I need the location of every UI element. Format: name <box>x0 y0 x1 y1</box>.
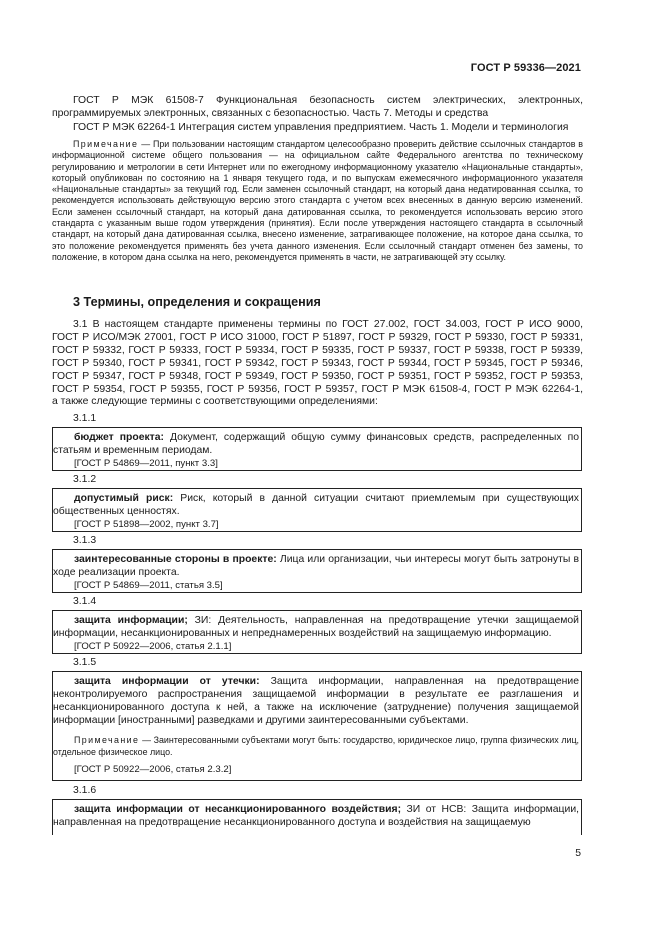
term-name: заинтересованные стороны в проекте: <box>74 554 277 565</box>
note-label: Примечание <box>73 139 139 149</box>
references-note <box>52 139 583 263</box>
term-name: бюджет проекта: <box>74 432 165 443</box>
intro-line: ГОСТ Р 59332, ГОСТ Р 59333, ГОСТ Р 59334, ГОСТ Р 59335, ГОСТ Р 59337, ГОСТ Р 59338, ГОСТ Р 59339, <box>52 344 583 356</box>
term-definition <box>53 675 579 727</box>
term-name: защита информации от утечки: <box>74 676 260 687</box>
term-name: допустимый риск: <box>74 493 174 504</box>
term-box <box>52 427 582 471</box>
reference-61508-7: ГОСТ Р МЭК 61508-7 Функциональная безопасность систем электрических, электронных, программируемых электронных, связанных с безопасностью. Часть 7. Методы и средства <box>52 95 583 119</box>
term-definition <box>53 803 579 829</box>
note-label: Примечание <box>74 735 140 745</box>
term-text: Риск, который в данной ситуации считают приемлемым при существующих общественных ценностях. <box>53 493 579 517</box>
intro-line: ГОСТ Р 59354, ГОСТ Р 59355, ГОСТ Р 59356, ГОСТ Р 59357, ГОСТ Р МЭК 61508-4, ГОСТ Р МЭК 62264-1, <box>52 383 583 395</box>
document-code: ГОСТ Р 59336—2021 <box>470 62 581 74</box>
intro-line: ГОСТ Р 59347, ГОСТ Р 59348, ГОСТ Р 59349, ГОСТ Р 59350, ГОСТ Р 59351, ГОСТ Р 59352, ГОСТ Р 59353, <box>52 370 583 382</box>
page-number: 5 <box>575 848 581 859</box>
term-text: ЗИ: Деятельность, направленная на предотвращение утечки защищаемой информации, несанкционированных и непреднамеренных воздействий на защищаемую информацию. <box>53 615 579 639</box>
terms-intro <box>52 319 583 409</box>
term-definition <box>53 614 579 640</box>
term-note <box>53 734 579 758</box>
term-definition <box>53 553 579 579</box>
intro-line: ГОСТ Р 59340, ГОСТ Р 59341, ГОСТ Р 59342, ГОСТ Р 59343, ГОСТ Р 59344, ГОСТ Р 59345, ГОСТ Р 59346, <box>52 357 583 369</box>
note-text: — При пользовании настоящим стандартом целесообразно проверить действие ссылочных стандартов в информационной системе общего пользования — на официальном сайте Федерального агентства по техническому регулированию и метрологии в сети Интернет или по ежегодному информационному указателю «Национальные стандарты», который опубликован по состоянию на 1 января текущего года, и по выпускам ежемесячного информационного указателя «Национальные стандарты» за текущий год. Если заменен ссылочный стандарт, на который дана недатированная ссылка, то рекомендуется использовать действующую версию этого стандарта с учетом всех внесенных в данную версию изменений. Если заменен ссылочный стандарт, на который дана датированная ссылка, то рекомендуется использовать версию этого стандарта с указанным выше годом утверждения (принятия). Если после утверждения настоящего стандарта в ссылочный стандарт, на который дана датированная ссылка, внесено изменение, затрагивающее положение, на которое дана ссылка, то это положение рекомендуется применять без учета данного изменения. Если ссылочный стандарт отменен без замены, то положение, в котором дана ссылка на него, рекомендуется применять в части, не затрагивающей эту ссылку. <box>52 139 584 262</box>
term-source: [ГОСТ Р 50922—2006, статья 2.3.2] <box>74 764 232 775</box>
term-number: 3.1.2 <box>73 474 97 485</box>
term-definition <box>53 492 579 518</box>
term-text: ЗИ от НСВ: Защита информации, направленная на предотвращение несанкционированного доступа и воздействия на защищаемую <box>53 804 580 828</box>
term-source: [ГОСТ Р 54869—2011, статья 3.5] <box>74 580 223 591</box>
term-number: 3.1.6 <box>73 785 97 796</box>
term-source: [ГОСТ Р 54869—2011, пункт 3.3] <box>74 458 218 469</box>
reference-62264-1: ГОСТ Р МЭК 62264-1 Интеграция систем управления предприятием. Часть 1. Модели и терминология <box>73 122 569 133</box>
term-text: Лица или организации, чьи интересы могут быть затронуты в ходе реализации проекта. <box>53 554 580 578</box>
term-box <box>52 549 582 593</box>
term-number: 3.1.3 <box>73 535 97 546</box>
term-box <box>52 799 582 835</box>
term-number: 3.1.4 <box>73 596 97 607</box>
note-text: — Заинтересованными субъектами могут быть: государство, юридическое лицо, группа физических лиц, отдельное физическое лицо. <box>53 735 580 757</box>
term-definition <box>53 431 579 457</box>
term-name: защита информации; <box>74 615 188 626</box>
section-title: 3 Термины, определения и сокращения <box>73 295 321 309</box>
term-source: [ГОСТ Р 51898—2002, пункт 3.7] <box>74 519 219 530</box>
intro-line: ГОСТ Р ИСО/МЭК 27001, ГОСТ Р ИСО 31000, ГОСТ Р 51897, ГОСТ Р 59329, ГОСТ Р 59330, ГОСТ Р 59331, <box>52 331 583 343</box>
term-name: защита информации от несанкционированного воздействия; <box>74 804 402 815</box>
intro-line: а также следующие термины с соответствующими определениями: <box>52 396 378 408</box>
term-box <box>52 671 582 781</box>
term-number: 3.1.1 <box>73 413 97 424</box>
term-text: Документ, содержащий общую сумму финансовых средств, распределенных по статьям и временным периодам. <box>53 432 580 456</box>
term-box <box>52 488 582 532</box>
term-number: 3.1.5 <box>73 657 97 668</box>
term-text: Защита информации, направленная на предотвращение неконтролируемого распространения защищаемой информации в результате ее разглашения и несанкционированного доступа к ней, а также на исключение (затруднение) получения защищаемой информации [иностранными] разведками и другими заинтересованными субъектами. <box>53 676 579 726</box>
intro-line: 3.1 В настоящем стандарте применены термины по ГОСТ 27.002, ГОСТ 34.003, ГОСТ Р ИСО 9000, <box>73 319 583 330</box>
term-source: [ГОСТ Р 50922—2006, статья 2.1.1] <box>74 641 232 652</box>
term-box <box>52 610 582 654</box>
